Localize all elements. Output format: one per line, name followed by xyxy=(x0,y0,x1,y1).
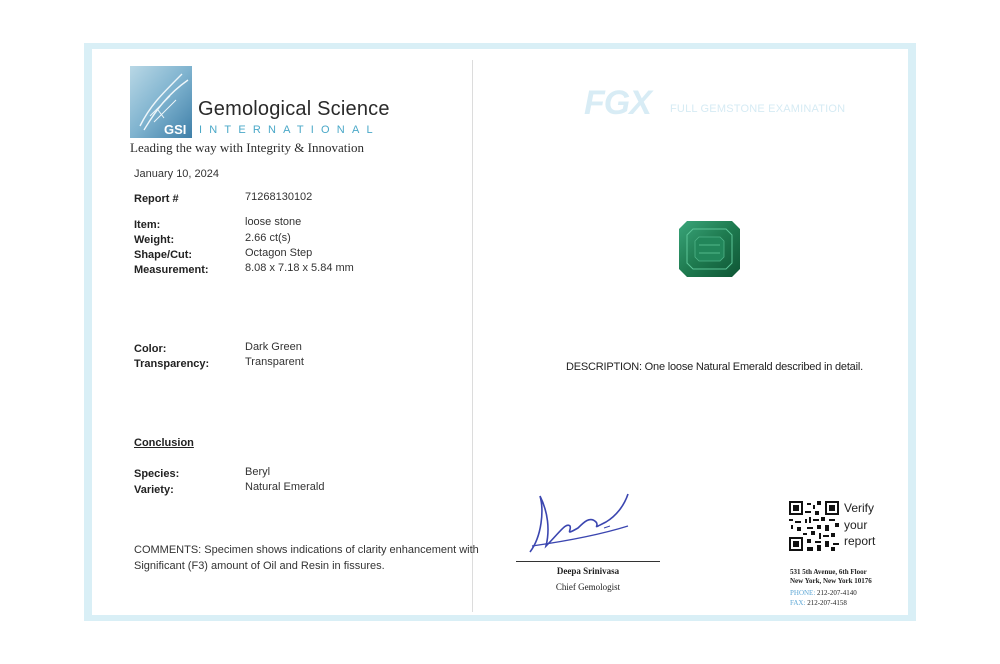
conclusion-label-species: Species: xyxy=(134,468,180,480)
comments-line-1: COMMENTS: Specimen shows indications of clarity enhancement with xyxy=(134,544,479,556)
conclusion-label-variety: Variety: xyxy=(134,484,174,496)
signer-title: Chief Gemologist xyxy=(555,582,621,592)
phone-label: PHONE: xyxy=(790,589,816,597)
report-number: 71268130102 xyxy=(245,191,313,203)
verify-line-1: Verify xyxy=(844,501,875,515)
phone-number: 212-207-4140 xyxy=(817,589,857,597)
field-label-transparency: Transparency: xyxy=(134,358,210,370)
field-value-transparency: Transparent xyxy=(245,356,304,368)
field-value-shape: Octagon Step xyxy=(245,247,313,259)
signature-icon xyxy=(520,486,640,558)
address-line-1: 531 5th Avenue, 6th Floor xyxy=(790,568,867,576)
conclusion-heading: Conclusion xyxy=(134,437,194,449)
field-value-weight: 2.66 ct(s) xyxy=(245,232,291,244)
field-label-item: Item: xyxy=(134,219,161,231)
fax-number: 212-207-4158 xyxy=(807,599,847,607)
fgx-logo: FGX xyxy=(584,84,651,122)
emerald-gem-icon xyxy=(679,221,740,277)
brand-tagline: Leading the way with Integrity & Innovation xyxy=(130,140,364,155)
logo-text: GSI xyxy=(164,122,187,137)
address-line-2: New York, New York 10176 xyxy=(790,577,872,585)
fold-line xyxy=(472,60,473,612)
field-value-color: Dark Green xyxy=(245,341,302,353)
fgx-subtitle: FULL GEMSTONE EXAMINATION xyxy=(670,103,846,115)
brand-title: Gemological Science xyxy=(198,98,390,120)
field-label-measurement: Measurement: xyxy=(134,264,209,276)
gsi-logo-icon xyxy=(130,66,192,138)
verify-line-2: your xyxy=(844,517,868,532)
fax-label: FAX: xyxy=(790,599,806,607)
conclusion-value-species: Beryl xyxy=(245,466,271,478)
brand-subtitle: INTERNATIONAL xyxy=(199,124,380,136)
conclusion-value-variety: Natural Emerald xyxy=(245,481,325,493)
qr-code-icon[interactable] xyxy=(789,501,839,551)
report-date: January 10, 2024 xyxy=(134,168,220,180)
gem-description: DESCRIPTION: One loose Natural Emerald described in detail. xyxy=(566,361,863,373)
verify-report-link[interactable] xyxy=(844,500,875,550)
field-value-item: loose stone xyxy=(245,216,302,228)
signer-name: Deepa Srinivasa xyxy=(556,566,620,576)
field-label-weight: Weight: xyxy=(134,234,175,246)
fax-line xyxy=(790,599,847,607)
phone-line xyxy=(790,589,857,597)
verify-line-3: report xyxy=(844,534,876,548)
comments-line-2: Significant (F3) amount of Oil and Resin in fissures. xyxy=(134,560,385,572)
report-number-label: Report # xyxy=(134,193,179,205)
field-value-measurement: 8.08 x 7.18 x 5.84 mm xyxy=(245,262,354,274)
signature-line xyxy=(516,561,660,562)
field-label-shape: Shape/Cut: xyxy=(134,249,193,261)
field-label-color: Color: xyxy=(134,343,167,355)
